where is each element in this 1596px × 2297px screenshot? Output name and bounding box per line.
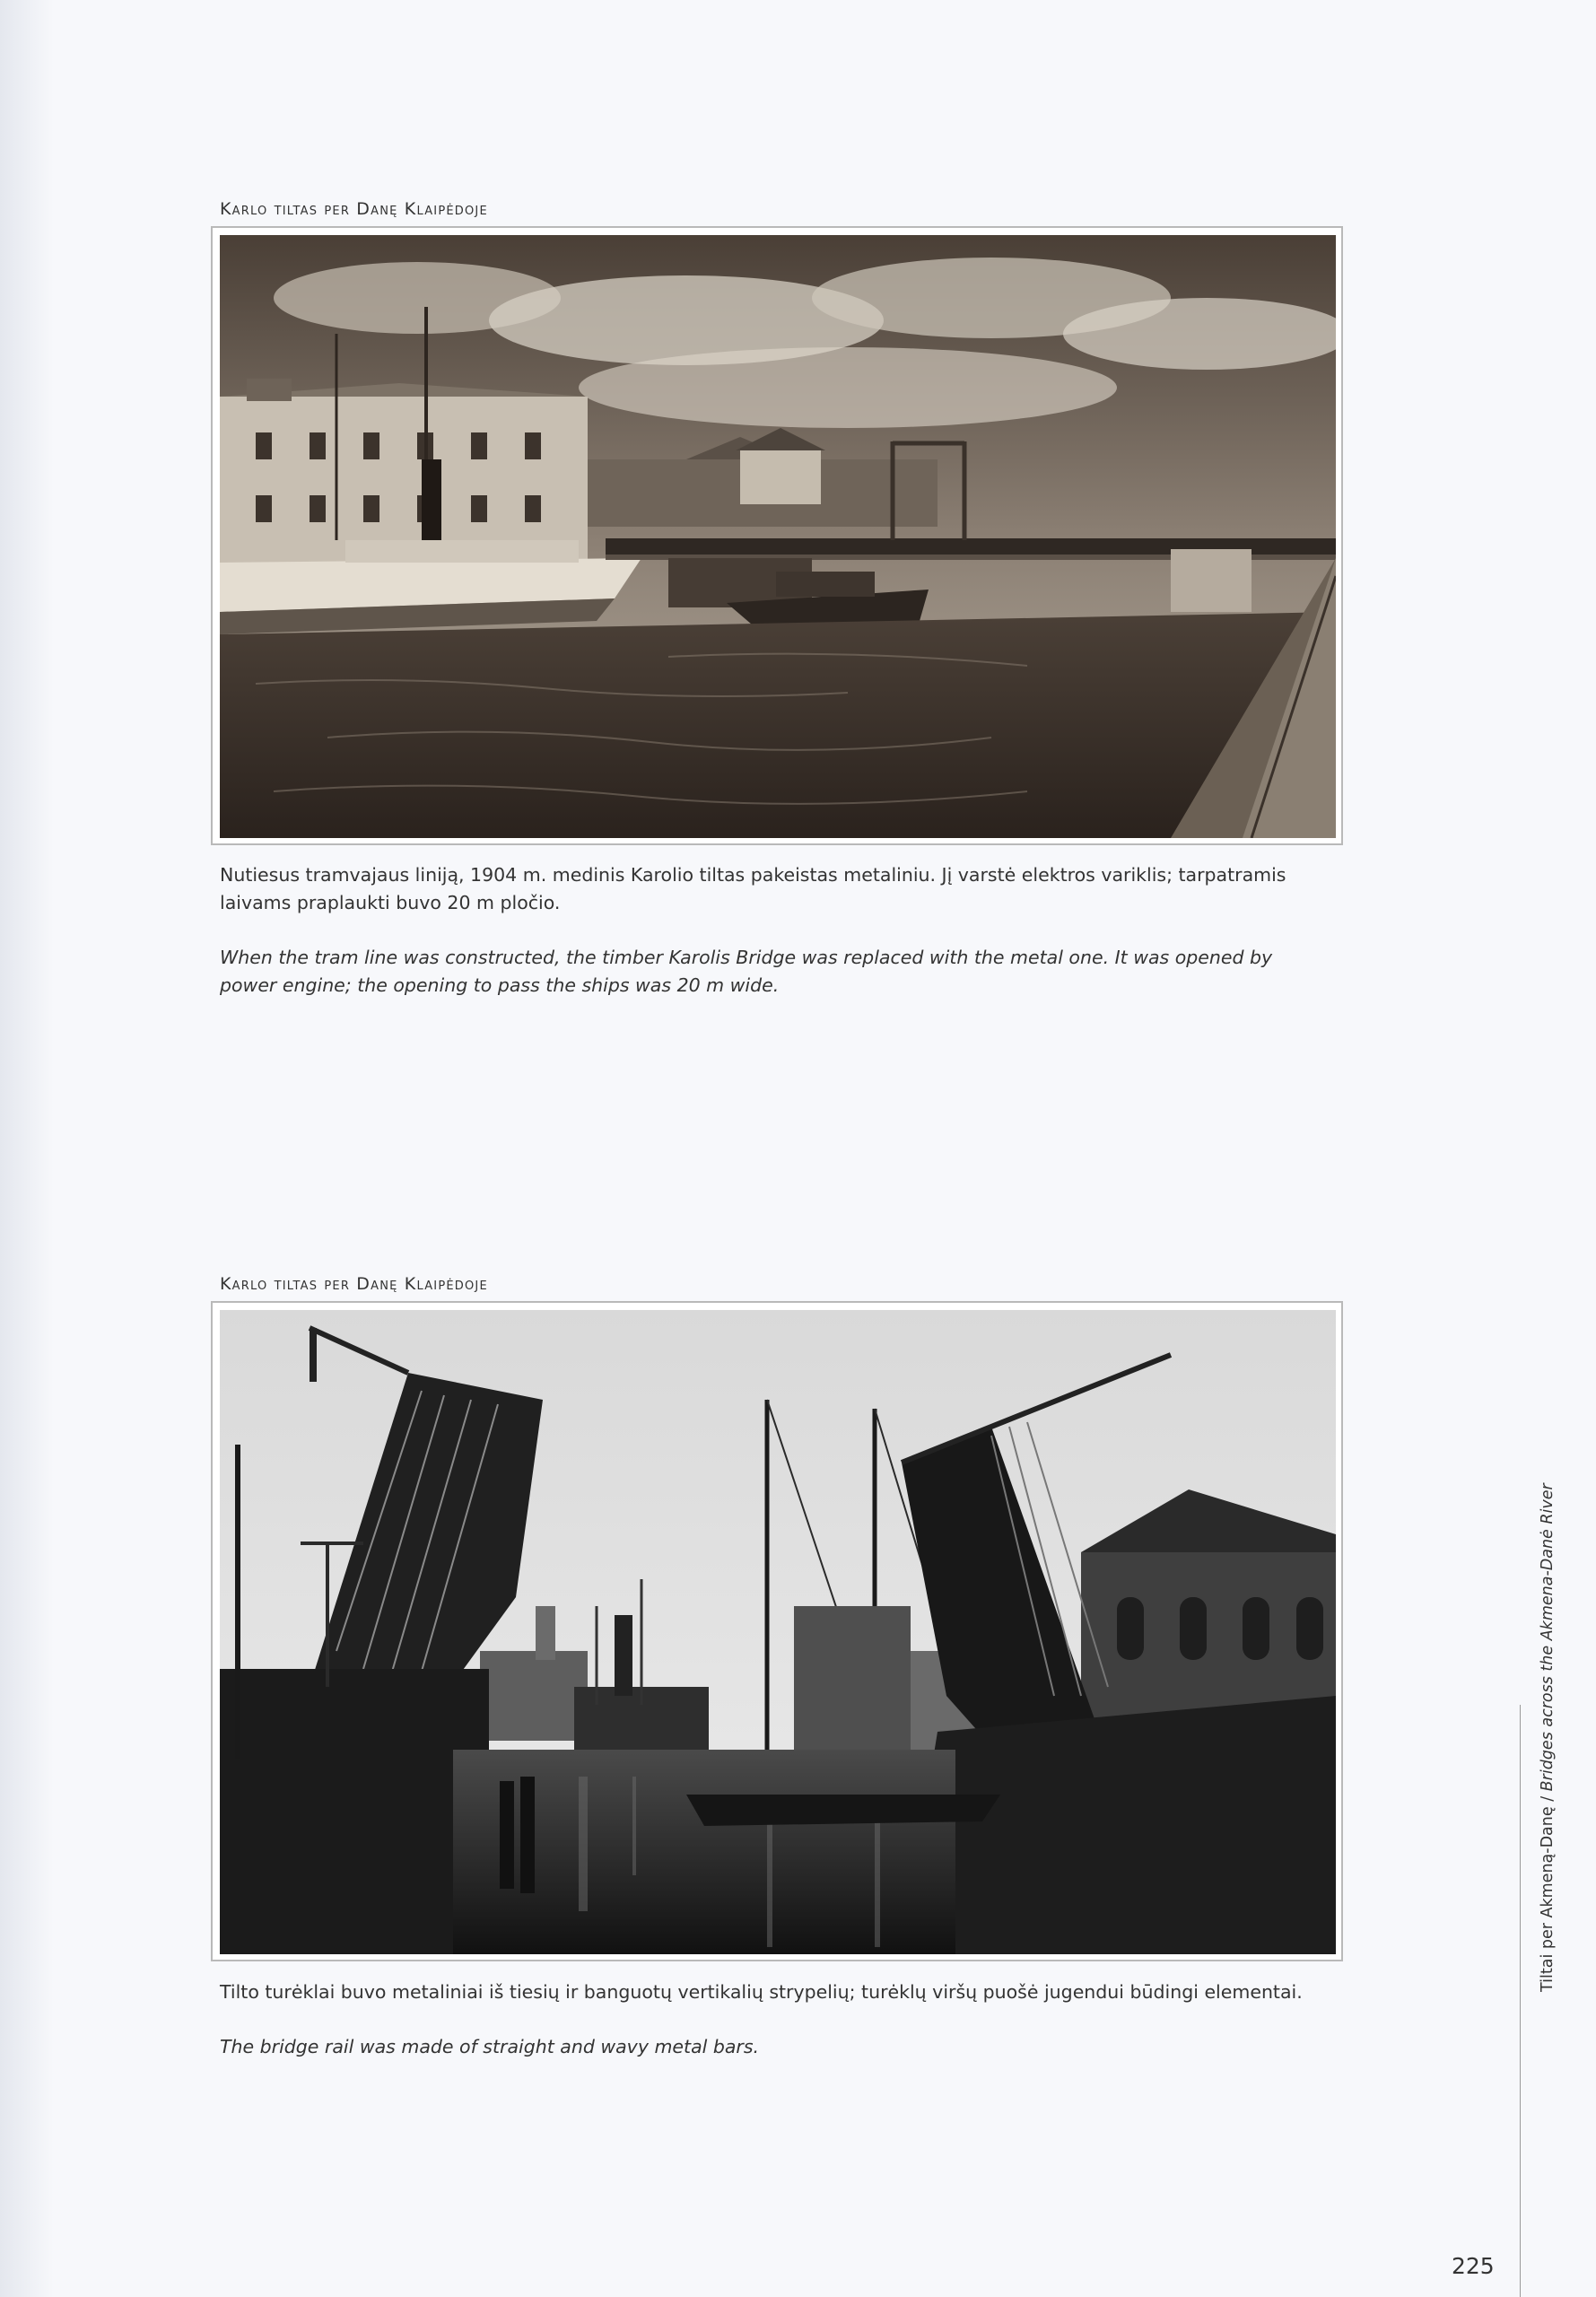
running-title-separator: / <box>1539 1791 1557 1807</box>
bottom-caption-english: The bridge rail was made of straight and wavy metal bars. <box>220 2036 760 2057</box>
running-title-rule <box>1520 1705 1521 2297</box>
bottom-historic-photo-raised-bascule-bridge <box>220 1310 1336 1954</box>
top-photo-frame <box>211 226 1343 845</box>
page-number: 225 <box>1452 2253 1495 2279</box>
running-title-lt: Tiltai per Akmeną-Danę <box>1539 1806 1557 1992</box>
running-title-en: Bridges across the Akmena-Danė River <box>1539 1483 1557 1792</box>
top-historic-photo-bridge-and-steamship <box>220 235 1336 838</box>
top-section-title: Karlo tiltas per Danę Klaipėdoje <box>220 199 488 219</box>
bottom-caption-lithuanian: Tilto turėklai buvo metaliniai iš tiesių ir banguotų vertikalių strypelių; turėklų viršų puošė jugendui būdingi elementai. <box>220 1981 1303 2003</box>
vertical-running-title <box>1534 1472 1561 1992</box>
bottom-section-title: Karlo tiltas per Danę Klaipėdoje <box>220 1274 488 1294</box>
page-gutter-shadow <box>0 0 54 2297</box>
top-caption-english: When the tram line was constructed, the timber Karolis Bridge was replaced with the metal one. It was opened by power engine; the opening to pass the ships was 20 m wide. <box>220 947 1273 996</box>
bottom-photo-frame <box>211 1301 1343 1961</box>
top-caption-lithuanian: Nutiesus tramvajaus liniją, 1904 m. medinis Karolio tiltas pakeistas metaliniu. Jį varstė elektros variklis; tarpatramis laivams praplaukti buvo 20 m pločio. <box>220 864 1286 913</box>
